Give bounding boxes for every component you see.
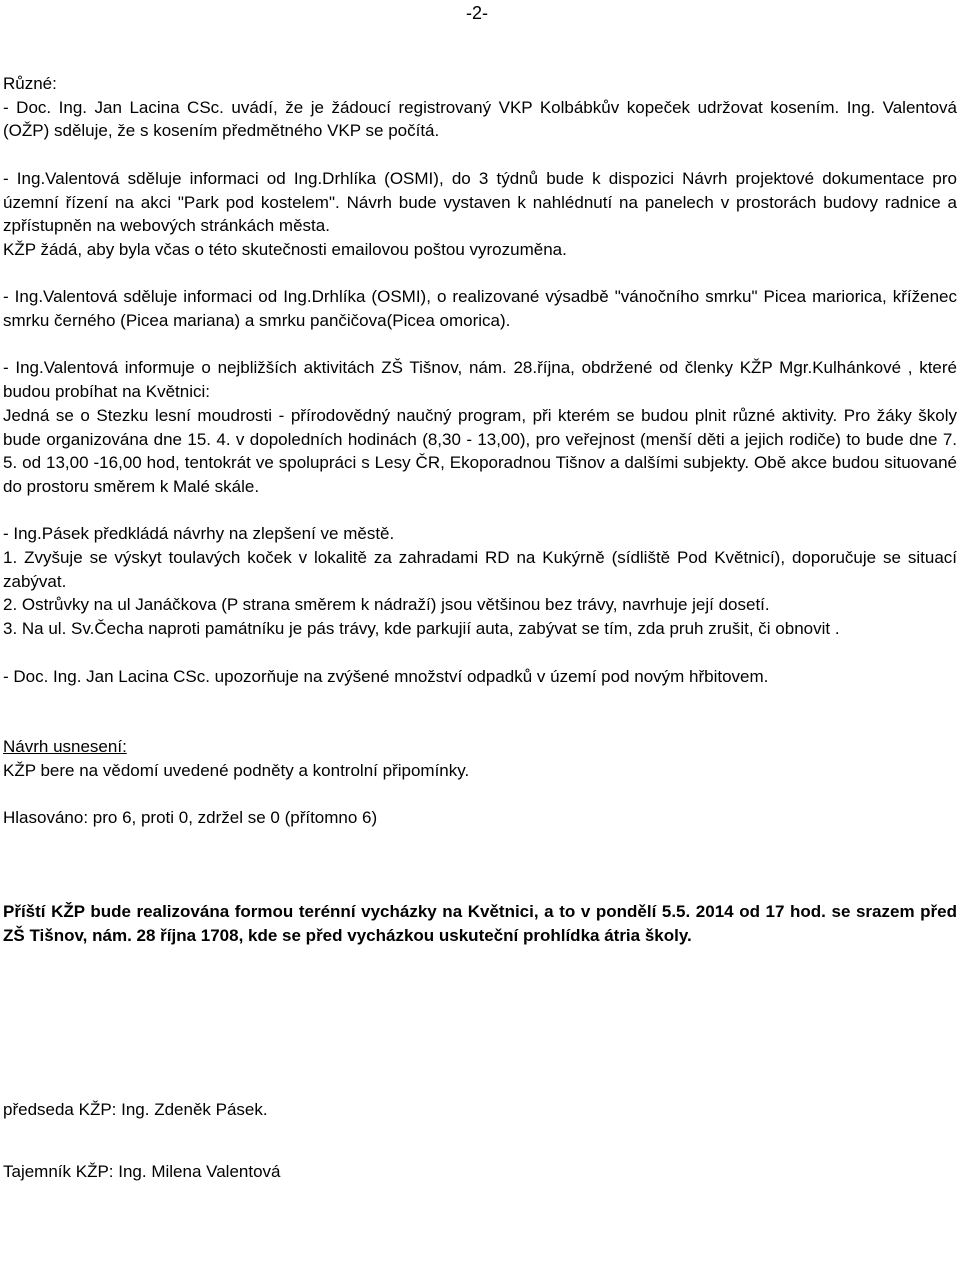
paragraph-valentova-3a: - Ing.Valentová informuje o nejbližších aktivitách ZŠ Tišnov, nám. 28.října, obdržené od členky KŽP Mgr.Kulhánkové , které budou probíhat na Květnici: [3, 358, 957, 402]
paragraph-valentova-1a: - Ing.Valentová sděluje informaci od Ing.Drhlíka (OSMI), do 3 týdnů bude k dispozici Návrh projektové dokumentace pro územní řízení na akci "Park pod kostelem". Návrh bude vystaven k nahlédnutí na panelech v prostorách budovy radnice a zpřístupněn na webových stránkách města. [3, 168, 957, 236]
voting-result: Hlasováno: pro 6, proti 0, zdržel se 0 (přítomno 6) [3, 808, 378, 828]
secretary-signature-line: Tajemník KŽP: Ing. Milena Valentová [3, 1162, 281, 1182]
next-meeting-notice: Příští KŽP bude realizována formou terénní vycházky na Květnici, a to v pondělí 5.5. 2014 od 17 hod. se srazem před ZŠ Tišnov, nám. 28 října 1708, kde se před vycházkou uskuteční prohlídka átria školy. [3, 902, 957, 945]
paragraph-lacina-2: - Doc. Ing. Jan Lacina CSc. upozorňuje na zvýšené množství odpadků v území pod novým hřbitovem. [3, 666, 769, 686]
section-heading-ruzne: Různé: [3, 74, 57, 93]
paragraph-valentova-1b: KŽP žádá, aby byla včas o této skutečnosti emailovou poštou vyrozuměna. [3, 239, 567, 259]
chairman-signature-line: předseda KŽP: Ing. Zdeněk Pásek. [3, 1100, 268, 1120]
list-item-pasek-2: 2. Ostrůvky na ul Janáčkova (P strana směrem k nádraží) jsou většinou bez trávy, navrhuje její dosetí. [3, 595, 770, 615]
paragraph-pasek-intro: - Ing.Pásek předkládá návrhy na zlepšení ve městě. [3, 524, 395, 544]
resolution-text: KŽP bere na vědomí uvedené podněty a kontrolní připomínky. [3, 760, 470, 780]
list-item-pasek-1: 1. Zvyšuje se výskyt toulavých koček v lokalitě za zahradami RD na Kukýrně (sídliště Pod Květnicí), doporučuje se situací zabývat. [3, 548, 957, 591]
document-body [3, 72, 957, 1184]
resolution-heading: Návrh usnesení: [3, 737, 127, 757]
paragraph-lacina-1: - Doc. Ing. Jan Lacina CSc. uvádí, že je žádoucí registrovaný VKP Kolbábkův kopeček udržovat kosením. Ing. Valentová (OŽP) sděluje, že s kosením předmětného VKP se počítá. [3, 97, 957, 141]
page-number: -2- [466, 3, 488, 23]
paragraph-valentova-2: - Ing.Valentová sděluje informaci od Ing.Drhlíka (OSMI), o realizované výsadbě "vánočního smrku" Picea mariorica, kříženec smrku černého (Picea mariana) a smrku pančičova(Picea omorica). [3, 287, 957, 330]
paragraph-valentova-3b: Jedná se o Stezku lesní moudrosti - přírodovědný naučný program, při kterém se budou plnit různé aktivity. Pro žáky školy bude organizována dne 15. 4. v dopoledních hodinách (8,30 - 13,00), pro veřejnost (menší děti a jejich rodiče) to bude dne 7. 5. od 13,00 -16,00 hod, tentokrát ve spolupráci s Lesy ČR, Ekoporadnou Tišnov a dalšími subjekty. Obě akce budou situované do prostoru směrem k Malé skále. [3, 405, 957, 496]
list-item-pasek-3: 3. Na ul. Sv.Čecha naproti památníku je pás trávy, kde parkujií auta, zabývat se tím, zda pruh zrušit, či obnovit . [3, 619, 840, 639]
